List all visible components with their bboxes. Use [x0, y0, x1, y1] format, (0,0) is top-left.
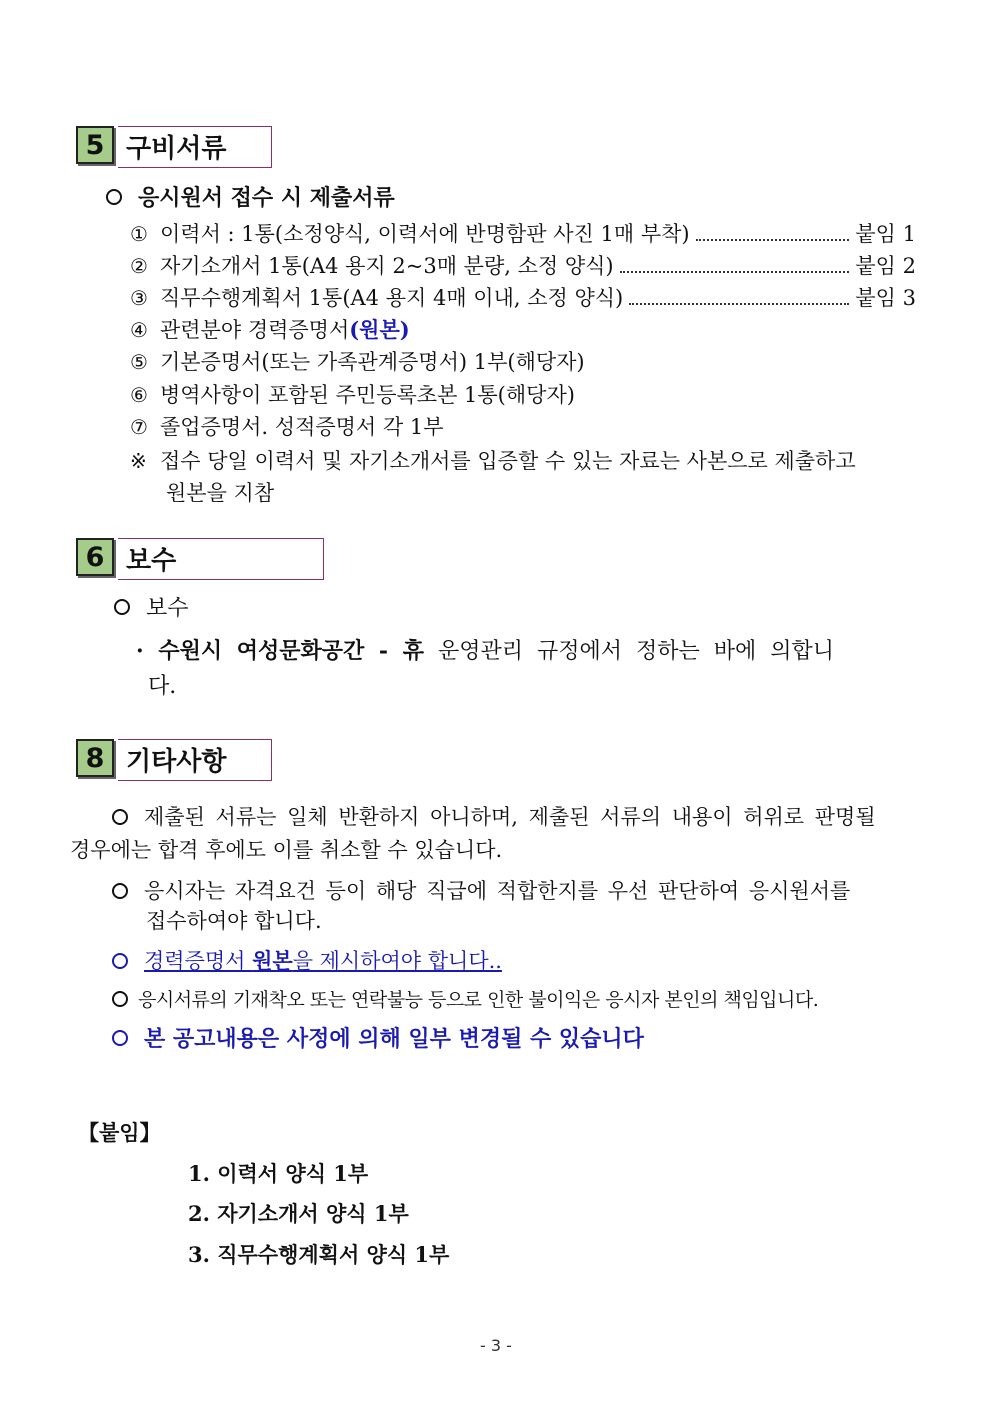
dot-leader	[696, 239, 850, 241]
s6-detail-line2: 다.	[148, 674, 177, 699]
item-number: ⑦	[130, 415, 148, 439]
page-number: - 3 -	[480, 1336, 512, 1355]
section-6-header	[76, 538, 326, 582]
circle-bullet-icon	[114, 599, 130, 615]
s8-para-2: 응시자는 자격요건 등이 해당 직급에 적합한지를 우선 판단하여 응시원서를	[112, 876, 850, 906]
item-text: 기본증명서(또는 가족관계증명서) 1부(해당자)	[160, 350, 585, 374]
note-text-line1: 접수 당일 이력서 및 자기소개서를 입증할 수 있는 자료는 사본으로 제출하고	[160, 449, 856, 473]
s6-detail	[136, 636, 834, 667]
item-text: 자기소개서 1통(A4 용지 2~3매 분량, 소정 양식)	[160, 254, 614, 278]
s8-para-1-line2: 경우에는 합격 후에도 이를 취소할 수 있습니다.	[70, 838, 503, 862]
section-5-header	[76, 126, 274, 170]
attachment-item-2: 2. 자기소개서 양식 1부	[188, 1201, 409, 1226]
s5-heading: 응시원서 접수 시 제출서류	[106, 183, 395, 213]
s6-heading: 보수	[114, 594, 189, 624]
item-ref: 붙임 3	[855, 286, 916, 310]
s8-para-5: 본 공고내용은 사정에 의해 일부 변경될 수 있습니다	[112, 1024, 644, 1054]
section-title: 기타사항	[118, 739, 272, 781]
circle-bullet-icon	[112, 1030, 128, 1046]
s6-detail-bold: · 수원시 여성문화공간 - 휴	[136, 638, 424, 664]
item-number: ③	[130, 286, 148, 310]
item-number: ⑥	[130, 383, 148, 407]
section-8-header	[76, 739, 274, 783]
item-emphasis: (원본)	[349, 317, 410, 342]
s5-item-6	[130, 380, 575, 410]
s5-item-2	[130, 251, 916, 281]
s8-para-2-line2: 접수하여야 합니다.	[146, 909, 322, 933]
item-text: 이력서 : 1통(소정양식, 이력서에 반명함판 사진 1매 부착)	[160, 222, 690, 246]
section-number: 5	[76, 126, 114, 164]
circle-bullet-icon	[106, 189, 122, 205]
item-text: 관련분야 경력증명서	[160, 318, 350, 342]
item-number: ④	[130, 318, 148, 342]
dot-leader	[620, 271, 850, 273]
section-number: 6	[76, 538, 114, 576]
item-number: ①	[130, 222, 148, 246]
item-ref: 붙임 2	[855, 254, 916, 278]
item-ref: 붙임 1	[855, 222, 916, 246]
item-number: ⑤	[130, 350, 148, 374]
attachment-item-1: 1. 이력서 양식 1부	[188, 1161, 369, 1186]
s5-item-1	[130, 219, 916, 249]
s8-para-3: 경력증명서 원본을 제시하여야 합니다..	[112, 946, 502, 976]
s5-item-7	[130, 412, 444, 442]
s6-detail-rest: 운영관리 규정에서 정하는 바에 의합니	[423, 639, 834, 664]
circle-bullet-icon	[112, 991, 128, 1007]
attachments-label: 【붙임】	[78, 1120, 161, 1145]
attachment-item-3: 3. 직무수행계획서 양식 1부	[188, 1242, 450, 1267]
s5-item-5	[130, 347, 585, 377]
s5-item-3	[130, 283, 916, 313]
s8-para-4: 응시서류의 기재착오 또는 연락불능 등으로 인한 불이익은 응시자 본인의 책임입니다.	[112, 985, 818, 1015]
item-text: 졸업증명서. 성적증명서 각 1부	[160, 415, 444, 439]
section-title: 구비서류	[118, 126, 272, 168]
dot-leader	[629, 303, 849, 305]
s5-item-4	[130, 315, 410, 345]
circle-bullet-icon	[112, 883, 128, 899]
item-text: 병역사항이 포함된 주민등록초본 1통(해당자)	[160, 383, 575, 407]
section-number: 8	[76, 739, 114, 777]
item-number: ②	[130, 254, 148, 278]
s5-note	[130, 446, 856, 476]
s5-note-line2: 원본을 지참	[166, 481, 275, 505]
section-title: 보수	[118, 538, 324, 580]
item-text: 직무수행계획서 1통(A4 용지 4매 이내, 소정 양식)	[160, 286, 624, 310]
s8-para-1: 제출된 서류는 일체 반환하지 아니하며, 제출된 서류의 내용이 허위로 판명될	[112, 802, 876, 832]
circle-bullet-icon	[112, 809, 128, 825]
circle-bullet-icon	[112, 953, 128, 969]
note-mark: ※	[130, 449, 147, 473]
